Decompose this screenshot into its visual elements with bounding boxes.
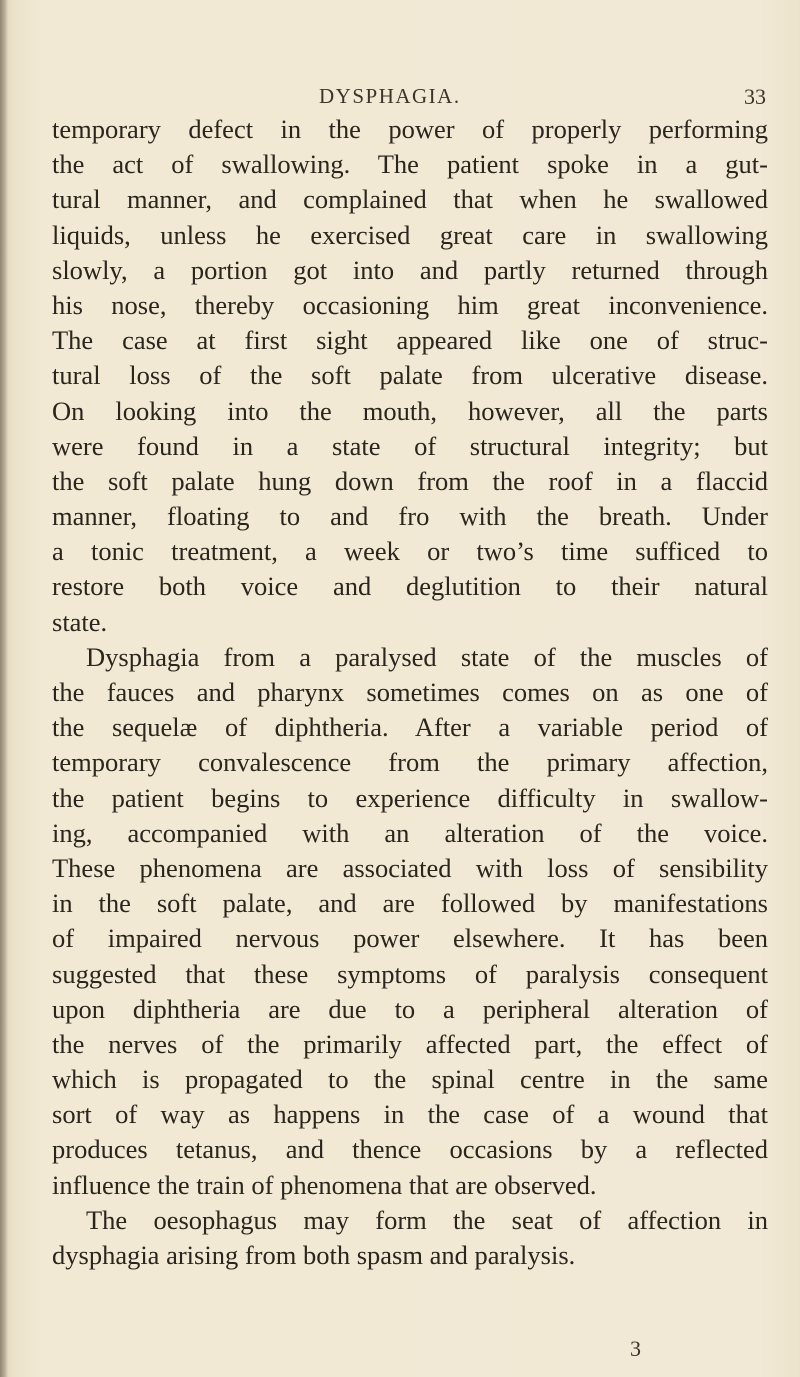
text-line: of impaired nervous power elsewhere. It has been: [52, 923, 768, 954]
text-line: These phenomena are associated with loss of sensibility: [52, 852, 768, 883]
text-line: manner, floating to and fro with the breath. Under: [52, 501, 768, 532]
signature-mark: 3: [630, 1336, 641, 1361]
text-line: the sequelæ of diphtheria. After a variable period of: [52, 712, 768, 743]
page-binding-edge: [0, 0, 8, 1377]
text-line: in the soft palate, and are followed by manifestations: [52, 888, 768, 919]
running-head: [0, 84, 800, 114]
text-line: The case at first sight appeared like one of struc-: [52, 325, 768, 356]
paragraph-last-line: dysphagia arising from both spasm and paralysis.: [52, 1240, 576, 1270]
text-line: On looking into the mouth, however, all the parts: [52, 395, 768, 426]
text-line: sort of way as happens in the case of a wound that: [52, 1099, 768, 1130]
text-line: ing, accompanied with an alteration of the voice.: [52, 817, 768, 848]
text-line: the patient begins to experience difficulty in swallow-: [52, 782, 768, 813]
text-line: which is propagated to the spinal centre in the same: [52, 1064, 768, 1095]
text-line: his nose, thereby occasioning him great inconvenience.: [52, 289, 768, 320]
running-title: DYSPHAGIA.: [319, 84, 461, 108]
paragraph-first-line: The oesophagus may form the seat of affection in: [86, 1204, 768, 1235]
text-line: temporary convalescence from the primary affection,: [52, 747, 768, 778]
paragraph-last-line: state.: [52, 606, 108, 637]
text-line: slowly, a portion got into and partly returned through: [52, 254, 768, 285]
text-line: upon diphtheria are due to a peripheral alteration of: [52, 993, 768, 1024]
text-line: were found in a state of structural integrity; but: [52, 430, 768, 461]
page-number: 33: [744, 84, 766, 109]
text-line: tural loss of the soft palate from ulcerative disease.: [52, 360, 768, 391]
text-line: liquids, unless he exercised great care in swallowing: [52, 219, 768, 250]
body-text: [52, 112, 768, 1273]
text-line: produces tetanus, and thence occasions by a reflected: [52, 1134, 768, 1165]
paragraph-last-line: influence the train of phenomena that are observed.: [52, 1169, 597, 1200]
text-line: the act of swallowing. The patient spoke in a gut-: [52, 149, 768, 180]
text-line: suggested that these symptoms of paralysis consequent: [52, 958, 768, 989]
text-line: the fauces and pharynx sometimes comes on as one of: [52, 677, 768, 707]
paragraph-first-line: Dysphagia from a paralysed state of the muscles of: [86, 641, 768, 672]
text-line: temporary defect in the power of properly performing: [52, 114, 768, 144]
text-line: the soft palate hung down from the roof in a flaccid: [52, 465, 768, 496]
text-line: a tonic treatment, a week or two’s time sufficed to: [52, 536, 768, 567]
text-line: the nerves of the primarily affected part, the effect of: [52, 1028, 768, 1059]
text-line: tural manner, and complained that when he swallowed: [52, 184, 768, 215]
text-line: restore both voice and deglutition to their natural: [52, 571, 768, 602]
